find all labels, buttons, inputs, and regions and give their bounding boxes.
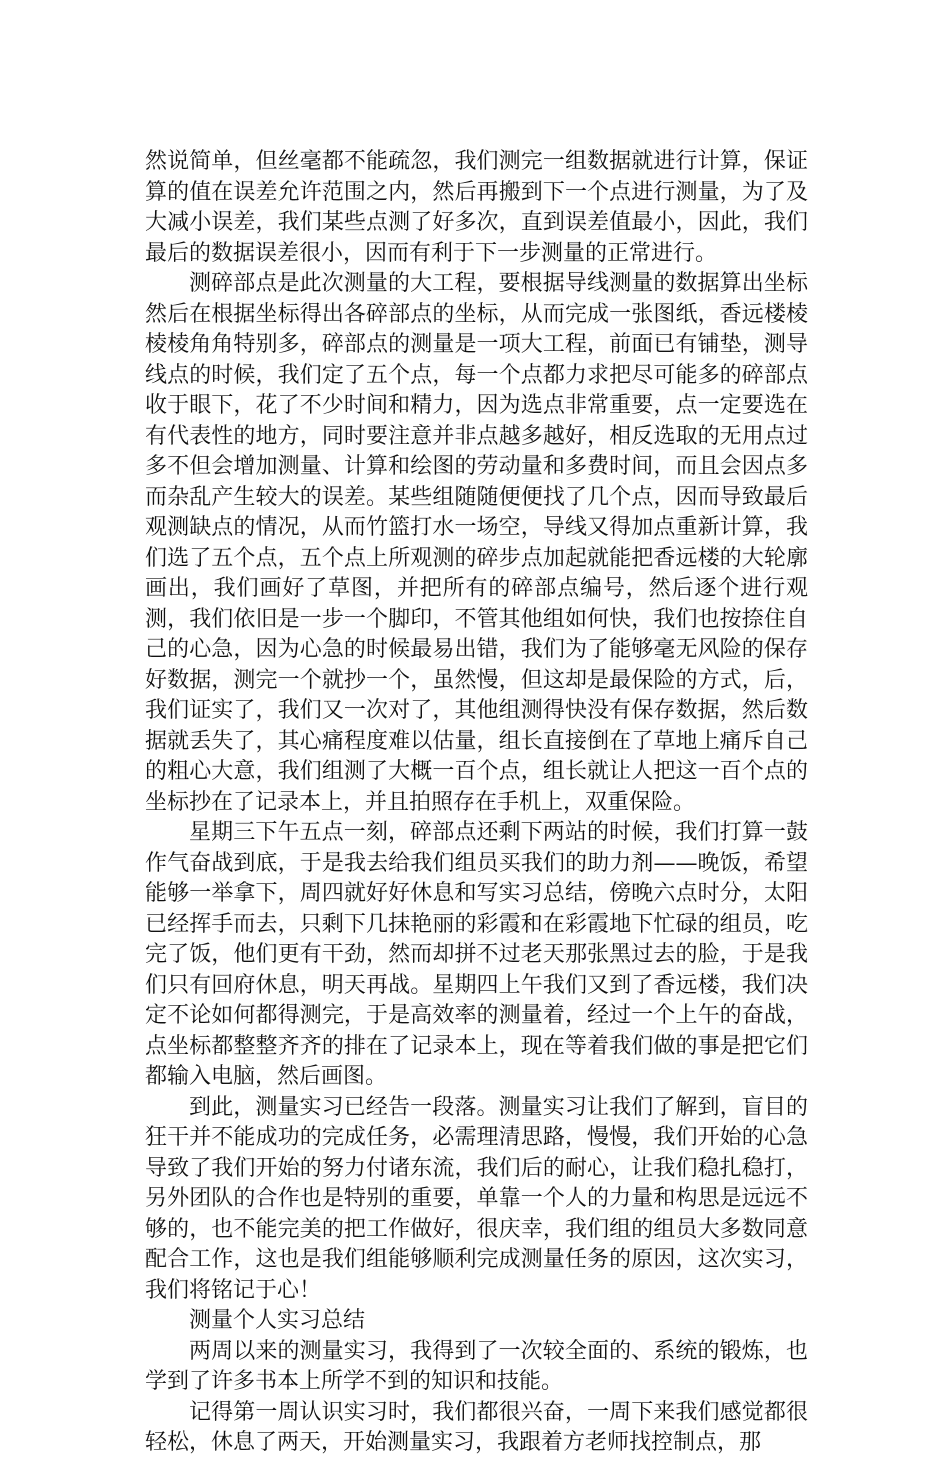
section-heading: 测量个人实习总结 [189, 1308, 366, 1333]
paragraph-2: 测碎部点是此次测量的大工程，要根据导线测量的数据算出坐标然后在根据坐标得出各碎部点的坐标，从而完成一张图纸，香远楼棱棱棱角角特别多，碎部点的测量是一项大工程，前面已有铺垫，测导线点的时候，我们定了五个点，每一个点都力求把尽可能多的碎部点收于眼下，花了不少时间和精力，因为选点非常重要，点一定要选在有代表性的地方，同时要注意并非点越多越好，相反选取的无用点过多不但会增加测量、计算和绘图的劳动量和多费时间，而且会因点多而杂乱产生较大的误差。某些组随随便便找了几个点，因而导致最后观测缺点的情况，从而竹篮打水一场空，导线又得加点重新计算，我们选了五个点，五个点上所观测的碎步点加起就能把香远楼的大轮廓画出，我们画好了草图，并把所有的碎部点编号，然后逐个进行观测，我们依旧是一步一个脚印，不管其他组如何快，我们也按捺住自己的心急，因为心急的时候最易出错，我们为了能够毫无风险的保存好数据，测完一个就抄一个，虽然慢，但这却是最保险的方式，后，我们证实了，我们又一次对了，其他组测得快没有保存数据，然后数据就丢失了，其心痛程度难以估量，组长直接倒在了草地上痛斥自己的粗心大意，我们组测了大概一百个点，组长就让人把这一百个点的坐标抄在了记录本上，并且拍照存在手机上，双重保险。 [145, 271, 808, 815]
paragraph-5: 两周以来的测量实习，我得到了一次较全面的、系统的锻炼，也学到了许多书本上所学不到的知识和技能。 [145, 1338, 808, 1394]
document-body [145, 147, 808, 1459]
paragraph-6: 记得第一周认识实习时，我们都很兴奋，一周下来我们感觉都很轻松，休息了两天，开始测量实习，我跟着方老师找控制点，那 [145, 1399, 808, 1455]
paragraph-3: 星期三下午五点一刻，碎部点还剩下两站的时候，我们打算一鼓作气奋战到底，于是我去给我们组员买我们的助力剂——晚饭，希望能够一举拿下，周四就好好休息和写实习总结，傍晚六点时分，太阳已经挥手而去，只剩下几抹艳丽的彩霞和在彩霞地下忙碌的组员，吃完了饭，他们更有干劲，然而却拼不过老天那张黑过去的脸，于是我们只有回府休息，明天再战。星期四上午我们又到了香远楼，我们决定不论如何都得测完，于是高效率的测量着，经过一个上午的奋战，点坐标都整整齐齐的排在了记录本上，现在等着我们做的事是把它们都输入电脑，然后画图。 [145, 820, 808, 1089]
paragraph-4: 到此，测量实习已经告一段落。测量实习让我们了解到，盲目的狂干并不能成功的完成任务，必需理清思路，慢慢，我们开始的心急导致了我们开始的努力付诸东流，我们后的耐心，让我们稳扎稳打，另外团队的合作也是特别的重要，单靠一个人的力量和构思是远远不够的，也不能完美的把工作做好，很庆幸，我们组的组员大多数同意配合工作，这也是我们组能够顺利完成测量任务的原因，这次实习，我们将铭记于心！ [145, 1094, 808, 1303]
paragraph-1: 然说简单，但丝毫都不能疏忽，我们测完一组数据就进行计算，保证算的值在误差允许范围之内，然后再搬到下一个点进行测量，为了及大减小误差，我们某些点测了好多次，直到误差值最小，因此，我们最后的数据误差很小，因而有利于下一步测量的正常进行。 [145, 149, 808, 266]
